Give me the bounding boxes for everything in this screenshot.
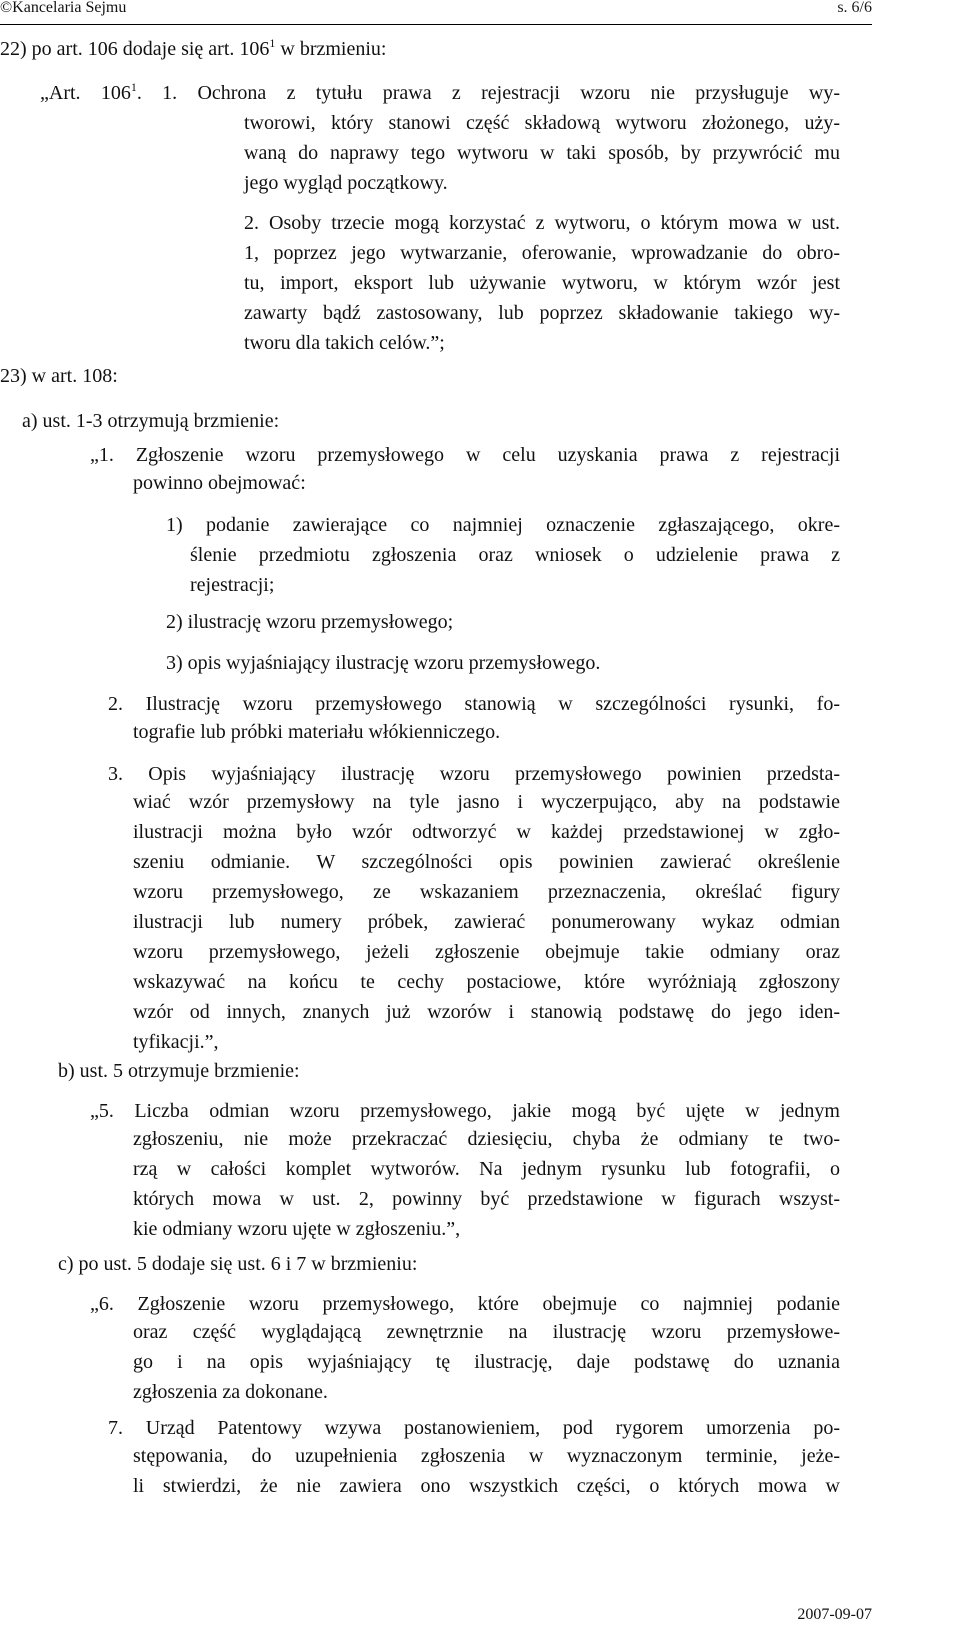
item-1-cont: ślenie przedmiotu zgłoszenia oraz wniosek o udzielenie prawa z rejestracji;	[190, 544, 840, 596]
para-1-line-1: „1. Zgłoszenie wzoru przemysłowego w celu uzyskania prawa z rejestracji	[90, 444, 840, 466]
header-rule	[0, 24, 872, 25]
article-106-1-line-1: „Art. $106^1$. 1. Ochrona z tytułu prawa z rejestracji wzoru nie przysługuje wy-	[40, 80, 840, 104]
header-publisher: ©Kancelaria Sejmu	[0, 0, 127, 16]
item-3: 3) opis wyjaśniający ilustrację wzoru przemysłowego.	[166, 652, 601, 674]
para-2-line-1: 2. Ilustrację wzoru przemysłowego stanowią w szczególności rysunki, fo-	[108, 693, 840, 715]
article-106-1-para-1	[40, 78, 840, 108]
item-1: 1) podanie zawierające co najmniej oznaczenie zgłaszającego, okre-	[166, 514, 840, 536]
point-23: 23) w art. 108:	[0, 365, 118, 387]
para-6-line-1: „6. Zgłoszenie wzoru przemysłowego, które obejmuje co najmniej podanie	[90, 1293, 840, 1315]
subpoint-c: c) po ust. 5 dodaje się ust. 6 i 7 w brzmieniu:	[58, 1253, 418, 1275]
item-2: 2) ilustrację wzoru przemysłowego;	[166, 611, 454, 633]
para-5-cont: zgłoszeniu, nie może przekraczać dziesięciu, chyba że odmiany te two- rzą w całości komplet wytworów. Na jednym rysunku lub fotografii, o których mowa w ust. 2, powinny być przedstawione w figurach wszyst- kie odmiany wzoru ujęte w zgłoszeniu.”,	[133, 1128, 840, 1240]
article-106-1-para-1-cont: tworowi, który stanowi część składową wytworu złożonego, uży- waną do naprawy tego wytworu w taki sposób, by przywrócić mu jego wygląd początkowy.	[244, 112, 840, 194]
article-106-1-para-2: 2. Osoby trzecie mogą korzystać z wytworu, o którym mowa w ust. 1, poprzez jego wytwarzanie, oferowanie, wprowadzanie do obro- tu, import, eksport lub używanie wytworu, w którym wzór jest zawarty bądź zastosowany, lub poprzez składowanie takiego wy- tworu dla takich celów.”;	[244, 212, 840, 354]
para-7-cont: stępowania, do uzupełnienia zgłoszenia w wyznaczonym terminie, jeże- li stwierdzi, że nie zawiera ono wszystkich części, o których mowa w	[133, 1445, 840, 1497]
header-page-number: s. 6/6	[837, 0, 872, 16]
footer-date: 2007-09-07	[797, 1606, 872, 1623]
subpoint-a: a) ust. 1-3 otrzymują brzmienie:	[22, 410, 280, 432]
para-5-line-1: „5. Liczba odmian wzoru przemysłowego, jakie mogą być ujęte w jednym	[90, 1100, 840, 1122]
subpoint-b: b) ust. 5 otrzymuje brzmienie:	[58, 1060, 300, 1082]
para-3-line-1: 3. Opis wyjaśniający ilustrację wzoru przemysłowego powinien przedsta-	[108, 763, 840, 785]
point-22-superscript: 1	[269, 36, 276, 50]
para-2-line-2: tografie lub próbki materiału włókienniczego.	[133, 721, 501, 743]
para-1-line-2: powinno obejmować:	[133, 472, 306, 494]
para-6-cont: oraz część wyglądającą zewnętrznie na ilustrację wzoru przemysłowe- go i na opis wyjaśniający tę ilustrację, daje podstawę do uznania zgłoszenia za dokonane.	[133, 1321, 840, 1403]
para-3-cont: wiać wzór przemysłowy na tyle jasno i wyczerpująco, aby na podstawie ilustracji można było wzór odtworzyć w każdej przedstawionej w zgło- szeniu odmianie. W szczególności opis powinien zawierać określenie wzoru przemysłowego, ze wskazaniem przeznaczenia, określać figury ilustracji lub numery próbek, zawierać ponumerowany wykaz odmian wzoru przemysłowego, jeżeli zgłoszenie obejmuje takie odmiany oraz wskazywać na końcu te cechy postaciowe, które wyróżniają zgłoszony wzór od innych, znanych już wzorów i stanowią podstawę do jego iden- tyfikacji.”,	[133, 791, 840, 1053]
point-22-text-end: w brzmieniu:	[275, 38, 387, 60]
para-7-line-1: 7. Urząd Patentowy wzywa postanowieniem, pod rygorem umorzenia po-	[108, 1417, 840, 1439]
point-22	[0, 34, 386, 64]
point-22-text: 22) po art. 106 dodaje się art. 106	[0, 38, 270, 60]
